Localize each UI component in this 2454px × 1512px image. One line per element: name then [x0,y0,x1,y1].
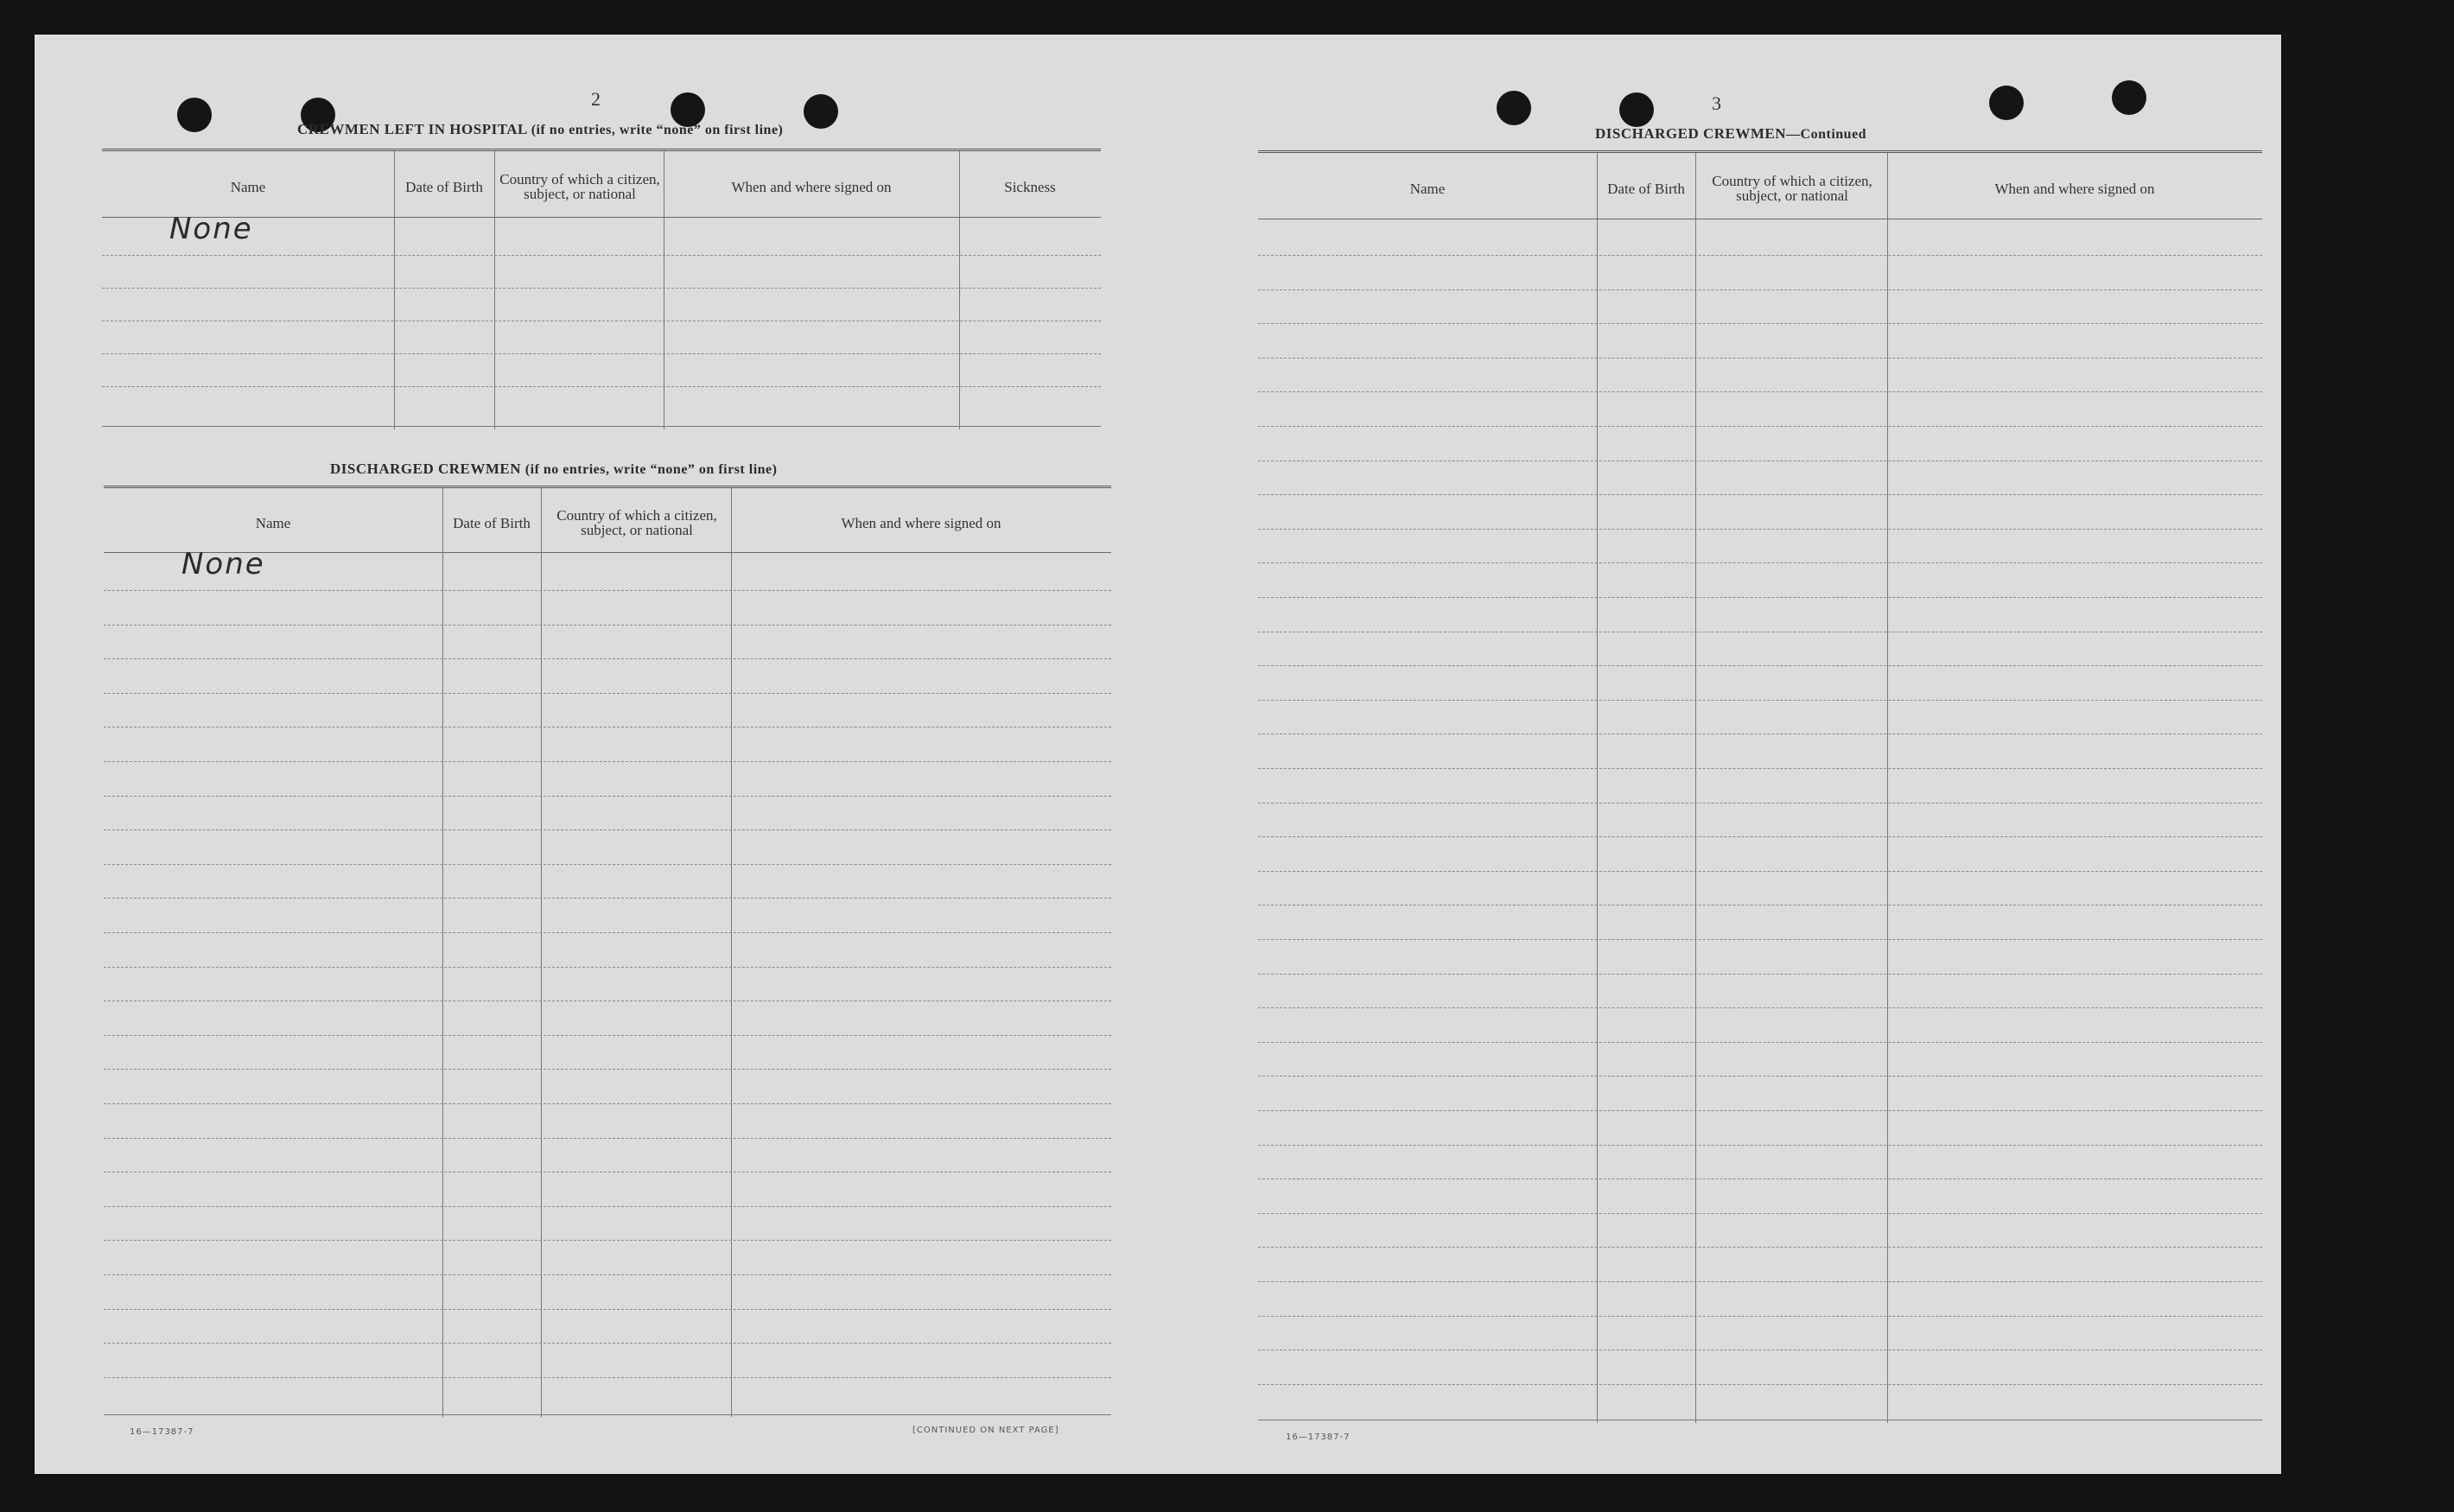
ruled-line [104,1309,1111,1310]
discharged-continued-table [1258,150,2262,1423]
ruled-line [104,1274,1111,1275]
continued-note: [CONTINUED ON NEXT PAGE] [912,1426,1059,1435]
hospital-title-note: (if no entries, write “none” on first line) [531,123,784,137]
ruled-line [1258,426,2262,427]
column-header-date-of-birth: Date of Birth [1607,180,1685,197]
discharged-entry-none: None [181,547,265,581]
ruled-line [1258,1213,2262,1214]
right-page [1158,35,2281,1474]
ruled-line [1258,358,2262,359]
column-header-name: Name [255,514,291,531]
punch-hole [2112,80,2146,115]
ruled-line [1258,1076,2262,1077]
form-number: 16—17387-7 [130,1427,194,1437]
ruled-line [1258,1281,2262,1282]
column-header-name: Name [230,178,266,195]
punch-hole [1497,91,1531,125]
ruled-line [1258,939,2262,940]
ruled-line [104,864,1111,865]
ruled-line [1258,1384,2262,1385]
discharged-title-text: DISCHARGED CREWMEN [330,461,522,477]
ruled-line [104,932,1111,933]
ruled-line [104,1138,1111,1139]
punch-hole [1989,86,2024,120]
hospital-table [102,149,1101,429]
ruled-line [1258,1110,2262,1111]
ruled-line [1258,529,2262,530]
punch-hole [1619,92,1654,127]
scanned-document [35,35,2281,1474]
ruled-line [104,1103,1111,1104]
column-header-signed-on: When and where signed on [731,178,892,195]
column-header-country: Country of which a citizen, subject, or national [499,171,660,202]
ruled-line [1258,597,2262,598]
ruled-line [1258,289,2262,290]
discharged-continued-title [1595,125,1866,143]
ruled-line [1258,255,2262,256]
hospital-entry-none: None [169,212,253,246]
ruled-line [1258,803,2262,804]
continued-suffix: —Continued [1786,127,1867,142]
left-page [35,35,1158,1474]
ruled-line [104,590,1111,591]
column-header-country: Country of which a citizen, subject, or national [1712,173,1872,204]
discharged-section-title [330,461,777,478]
column-header-sickness: Sickness [1004,178,1056,195]
page-number: 2 [591,88,601,110]
column-header-date-of-birth: Date of Birth [453,514,531,531]
ruled-line [1258,871,2262,872]
ruled-line [1258,1042,2262,1043]
ruled-line [1258,1247,2262,1248]
discharged-title-note: (if no entries, write “none” on first line) [524,462,778,477]
ruled-line [104,1035,1111,1036]
ruled-line [1258,1316,2262,1317]
ruled-line [1258,391,2262,392]
ruled-line [1258,323,2262,324]
ruled-line [104,693,1111,694]
ruled-line [1258,974,2262,975]
ruled-line [1258,700,2262,701]
column-header-signed-on: When and where signed on [841,514,1001,531]
ruled-line [104,625,1111,626]
punch-hole [804,94,838,129]
ruled-line [1258,1145,2262,1146]
hospital-section-title [297,121,783,138]
discharged-continued-title-text: DISCHARGED CREWMEN [1595,125,1787,142]
ruled-line [1258,836,2262,837]
ruled-line [104,658,1111,659]
ruled-line [104,1377,1111,1378]
ruled-line [1258,1007,2262,1008]
ruled-line [1258,768,2262,769]
hospital-title-text: CREWMEN LEFT IN HOSPITAL [297,121,527,137]
ruled-line [104,1206,1111,1207]
ruled-line [104,1240,1111,1241]
column-header-name: Name [1409,180,1446,197]
ruled-line [1258,562,2262,563]
form-number: 16—17387-7 [1286,1433,1351,1442]
column-header-signed-on: When and where signed on [1994,180,2155,197]
ruled-line [104,1069,1111,1070]
ruled-line [104,898,1111,899]
discharged-table [104,486,1111,1417]
page-number: 3 [1712,92,1721,114]
column-header-date-of-birth: Date of Birth [405,178,483,195]
punch-hole [177,98,212,132]
ruled-line [1258,1178,2262,1179]
ruled-line [104,1343,1111,1344]
ruled-line [104,829,1111,830]
ruled-line [104,761,1111,762]
ruled-line [104,967,1111,968]
ruled-line [1258,494,2262,495]
column-header-country: Country of which a citizen, subject, or national [556,507,717,538]
ruled-line [1258,665,2262,666]
ruled-line [104,796,1111,797]
